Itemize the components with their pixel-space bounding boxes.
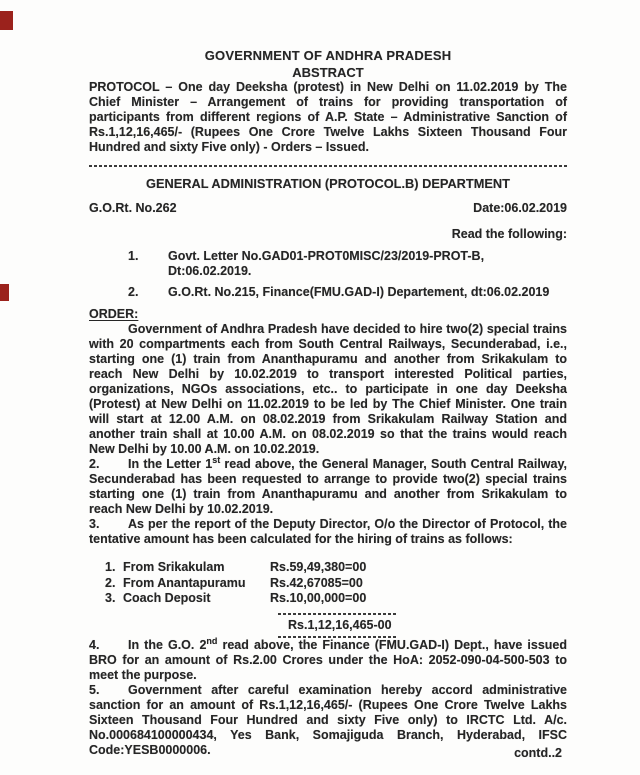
cost-row xyxy=(105,560,567,576)
total-separator-line xyxy=(278,613,396,615)
paragraph-text: read above, the General Manager, South Central Railway, Secunderabad has been requested to arrange to provide two(2) special trains starting one (1) train from Ananthapuramu and another from Srikakulam to reach New Delhi by 10.02.2019. xyxy=(89,457,567,516)
red-stamp-artifact-left xyxy=(0,284,9,301)
order-paragraph-4 xyxy=(89,635,568,683)
cost-item-amount: Rs.59,49,380=00 xyxy=(270,560,367,574)
cost-item-number: 2. xyxy=(105,575,116,590)
document-content xyxy=(89,0,567,758)
department-line: GENERAL ADMINISTRATION (PROTOCOL.B) DEPARTMENT xyxy=(146,176,510,191)
cost-item-label: From Anantapuramu xyxy=(123,575,246,590)
cost-item-amount: Rs.42,67085=00 xyxy=(270,575,363,590)
order-paragraph-1: Government of Andhra Pradesh have decided to hire two(2) special trains with 20 compartments each from South Central Railways, Secunderabad, i.e., starting one (1) train from Ananthapuramu and another from Srikakulam to reach New Delhi by 10.02.2019 to transport interested Political parties, organizations, NGOs associations, etc.. to participate in one day Deeksha (Protest) at New Delhi on 11.02.2019 to be led by The Chief Minister. One train will start at 12.00 A.M. on 08.02.2019 from Srikakulam Railway Station and another train shall at 10.00 A.M. on 08.02.2019 so that the trains would reach New Delhi by 10.00 A.M. on 10.02.2019. xyxy=(89,322,567,456)
paragraph-text: read above, the Finance (FMU.GAD-I) Dept., have issued BRO for an amount of Rs.2.00 Crores under the HoA: 2052-090-04-500-503 to meet the purpose. xyxy=(89,637,568,682)
separator-line xyxy=(89,165,567,167)
total-amount: Rs.1,12,16,465-00 xyxy=(288,617,392,632)
abstract-paragraph: PROTOCOL – One day Deeksha (protest) in New Delhi on 11.02.2019 by The Chief Minister – Arrangement of trains for providing transportation of participants from different regions of A.P. State – Administrative Sanction of Rs.1,12,16,465/- (Rupees One Crore Twelve Lakhs Sixteen Thousand Four Hundred and sixty Five only) - Orders – Issued. xyxy=(89,80,567,154)
ordinal-superscript: nd xyxy=(206,635,218,646)
read-item-text: G.O.Rt. No.215, Finance(FMU.GAD-I) Departement, dt:06.02.2019 xyxy=(168,285,550,299)
paragraph-number: 5. xyxy=(89,682,100,697)
paragraph-text: Government after careful examination hereby accord administrative sanction for an amount of Rs.1,12,16,465/- (Rupees One Crore Twelve Lakhs Sixteen Thousand Four Hundred and sixty Five only) to IRCTC Ltd. A/c. No.000684100000434, Yes Bank, Somajiguda Branch, Hyderabad, IFSC Code:YESB0000006. xyxy=(89,682,567,757)
paragraph-number: 3. xyxy=(89,517,100,531)
paragraph-number: 4. xyxy=(89,637,100,652)
go-number: G.O.Rt. No.262 xyxy=(89,201,177,215)
document-title: GOVERNMENT OF ANDHRA PRADESH xyxy=(204,48,452,63)
red-stamp-artifact-top xyxy=(0,11,13,30)
cost-row xyxy=(105,576,567,592)
cost-item-label: Coach Deposit xyxy=(123,591,211,605)
paragraph-number: 2. xyxy=(89,457,100,471)
cost-item-number: 3. xyxy=(105,591,116,605)
order-paragraph-3 xyxy=(89,517,567,547)
document-subtitle: ABSTRACT xyxy=(292,65,364,80)
order-paragraph-5 xyxy=(89,683,567,758)
paragraph-text: In the Letter 1 xyxy=(128,457,213,471)
read-item xyxy=(89,285,567,300)
read-item-number: 1. xyxy=(128,249,139,263)
paragraph-text: As per the report of the Deputy Director, O/o the Director of Protocol, the tentative amount has been calculated for the hiring of trains as follows: xyxy=(89,517,567,546)
cost-list xyxy=(105,560,567,607)
order-meta-row xyxy=(89,201,567,216)
cost-row xyxy=(105,591,567,607)
order-paragraph-2 xyxy=(89,454,567,517)
order-date: Date:06.02.2019 xyxy=(473,201,567,215)
continuation-note: contd..2 xyxy=(514,746,562,760)
total-block xyxy=(278,613,396,638)
read-item xyxy=(89,249,567,279)
order-heading: ORDER: xyxy=(89,307,139,321)
cost-item-label: From Srikakulam xyxy=(123,560,225,574)
cost-item-number: 1. xyxy=(105,560,116,574)
read-item-text: Govt. Letter No.GAD01-PROT0MISC/23/2019-PROT-B, Dt:06.02.2019. xyxy=(168,249,485,278)
paragraph-text: In the G.O. 2 xyxy=(128,637,207,652)
read-following-heading: Read the following: xyxy=(451,227,567,241)
read-item-number: 2. xyxy=(128,285,139,299)
ordinal-superscript: st xyxy=(212,454,221,465)
read-list xyxy=(89,249,567,300)
cost-item-amount: Rs.10,00,000=00 xyxy=(270,591,367,605)
